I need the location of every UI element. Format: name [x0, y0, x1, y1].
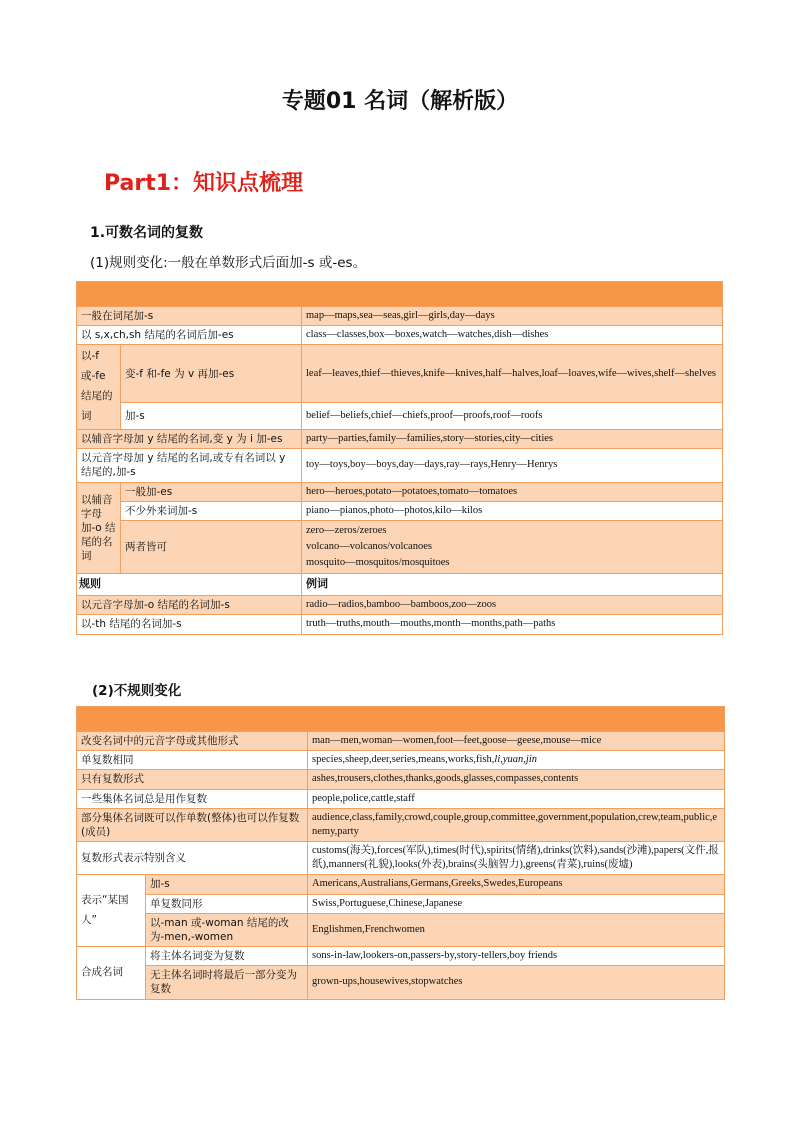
example-cell: Englishmen,Frenchwomen [308, 913, 725, 946]
example-cell [308, 751, 725, 770]
table-row [77, 501, 723, 520]
rule-cell: 只有复数形式 [77, 770, 308, 789]
table-row [77, 326, 723, 345]
example-cell: ashes,trousers,clothes,thanks,goods,glasses,compasses,contents [308, 770, 725, 789]
table-row [77, 789, 725, 808]
part-heading: Part1：知识点梳理 [104, 171, 304, 196]
example-cell: party—parties,family—families,story—stories,city—cities [302, 430, 723, 449]
example-cell: audience,class,family,crowd,couple,group,committee,government,population,crew,team,public,enemy,party [308, 808, 725, 841]
table-header-bar [77, 707, 725, 732]
example-line: zero—zeros/zeroes [306, 524, 387, 536]
table-row [77, 947, 725, 966]
example-line: mosquito—mosquitos/mosquitoes [306, 557, 450, 569]
example-cell: people,police,cattle,staff [308, 789, 725, 808]
example-italic: li,yuan,jin [494, 754, 537, 766]
regular-plural-table [76, 281, 723, 635]
page-title: 专题01 名词（解析版） [281, 89, 519, 114]
example-line: volcano—volcanos/volcanoes [306, 541, 432, 553]
example-cell: leaf—leaves,thief—thieves,knife—knives,half—halves,loaf—loaves,wife—wives,shelf—shelves [302, 345, 723, 403]
section1-subheading: (1)规则变化:一般在单数形式后面加-s 或-es。 [90, 255, 367, 271]
example-cell: toy—toys,boy—boys,day—days,ray—rays,Henry—Henrys [302, 449, 723, 482]
rule-cell: 两者皆可 [121, 520, 302, 574]
example-cell: piano—pianos,photo—photos,kilo—kilos [302, 501, 723, 520]
rule-cell: 以-th 结尾的名词加-s [77, 615, 302, 634]
rule-cell: 改变名词中的元音字母或其他形式 [77, 732, 308, 751]
rule-cell: 以元音字母加-o 结尾的名词加-s [77, 596, 302, 615]
table-row [77, 520, 723, 574]
table-row [77, 842, 725, 875]
table-row [77, 732, 725, 751]
example-cell: radio—radios,bamboo—bamboos,zoo—zoos [302, 596, 723, 615]
rule-cell: 单复数同形 [146, 894, 308, 913]
example-cell: Americans,Australians,Germans,Greeks,Swedes,Europeans [308, 875, 725, 894]
example-cell: grown-ups,housewives,stopwatches [308, 966, 725, 999]
table-row [77, 770, 725, 789]
example-text: species,sheep,deer,series,means,works,fish, [312, 754, 495, 766]
example-cell: hero—heroes,potato—potatoes,tomato—tomatoes [302, 482, 723, 501]
table-row [77, 430, 723, 449]
rule-cell: 以辅音字母加 y 结尾的名词,变 y 为 i 加-es [77, 430, 302, 449]
section1-heading: 1.可数名词的复数 [90, 225, 204, 241]
rule-cell: 一些集体名词总是用作复数 [77, 789, 308, 808]
rule-header: 规则 [77, 574, 302, 596]
table-row [77, 966, 725, 999]
table-row [77, 482, 723, 501]
rule-cell: 以 s,x,ch,sh 结尾的名词后加-es [77, 326, 302, 345]
table-row [77, 615, 723, 634]
table-row [77, 894, 725, 913]
example-cell: sons-in-law,lookers-on,passers-by,story-tellers,boy friends [308, 947, 725, 966]
table-row [77, 808, 725, 841]
section2-heading: (2)不规则变化 [92, 683, 182, 699]
example-cell: Swiss,Portuguese,Chinese,Japanese [308, 894, 725, 913]
rule-cell: 单复数相同 [77, 751, 308, 770]
example-cell: customs(海关),forces(军队),times(时代),spirits(情绪),drinks(饮料),sands(沙滩),papers(文件,报纸),manners(礼貌),looks(外表),brains(头脑智力),greens(青菜),ruins(废墟) [308, 842, 725, 875]
table-row [77, 403, 723, 430]
rule-cell: 一般加-es [121, 482, 302, 501]
example-cell: map—maps,sea—seas,girl—girls,day—days [302, 307, 723, 326]
example-cell: class—classes,box—boxes,watch—watches,dish—dishes [302, 326, 723, 345]
rule-cell: 以元音字母加 y 结尾的名词,或专有名词以 y 结尾的,加-s [77, 449, 302, 482]
rule-cell: 部分集体名词既可以作单数(整体)也可以作复数(成员) [77, 808, 308, 841]
rule-cell: 加-s [146, 875, 308, 894]
table-row [77, 875, 725, 894]
table-row [77, 596, 723, 615]
example-cell: truth—truths,mouth—mouths,month—months,path—paths [302, 615, 723, 634]
example-cell: belief—beliefs,chief—chiefs,proof—proofs,roof—roofs [302, 403, 723, 430]
rule-cell: 加-s [121, 403, 302, 430]
group-cell: 合成名词 [77, 947, 146, 1000]
group-cell: 以辅音字母加-o 结尾的名词 [77, 482, 121, 574]
table-row [77, 913, 725, 946]
rule-cell: 不少外来词加-s [121, 501, 302, 520]
rule-cell: 将主体名词变为复数 [146, 947, 308, 966]
table-column-header [77, 574, 723, 596]
rule-cell: 变-f 和-fe 为 v 再加-es [121, 345, 302, 403]
group-cell: 以-f 或-fe 结尾的词 [77, 345, 121, 430]
rule-cell: 复数形式表示特别含义 [77, 842, 308, 875]
example-cell: man—men,woman—women,foot—feet,goose—geese,mouse—mice [308, 732, 725, 751]
irregular-plural-table [76, 706, 725, 1000]
table-row [77, 307, 723, 326]
table-row [77, 751, 725, 770]
rule-cell: 一般在词尾加-s [77, 307, 302, 326]
rule-cell: 无主体名词时将最后一部分变为复数 [146, 966, 308, 999]
example-cell [302, 520, 723, 574]
table-header-bar [77, 282, 723, 307]
example-header: 例词 [302, 574, 723, 596]
table-row [77, 449, 723, 482]
table-row [77, 345, 723, 403]
group-cell: 表示“某国人” [77, 875, 146, 947]
rule-cell: 以-man 或-woman 结尾的改为-men,-women [146, 913, 308, 946]
